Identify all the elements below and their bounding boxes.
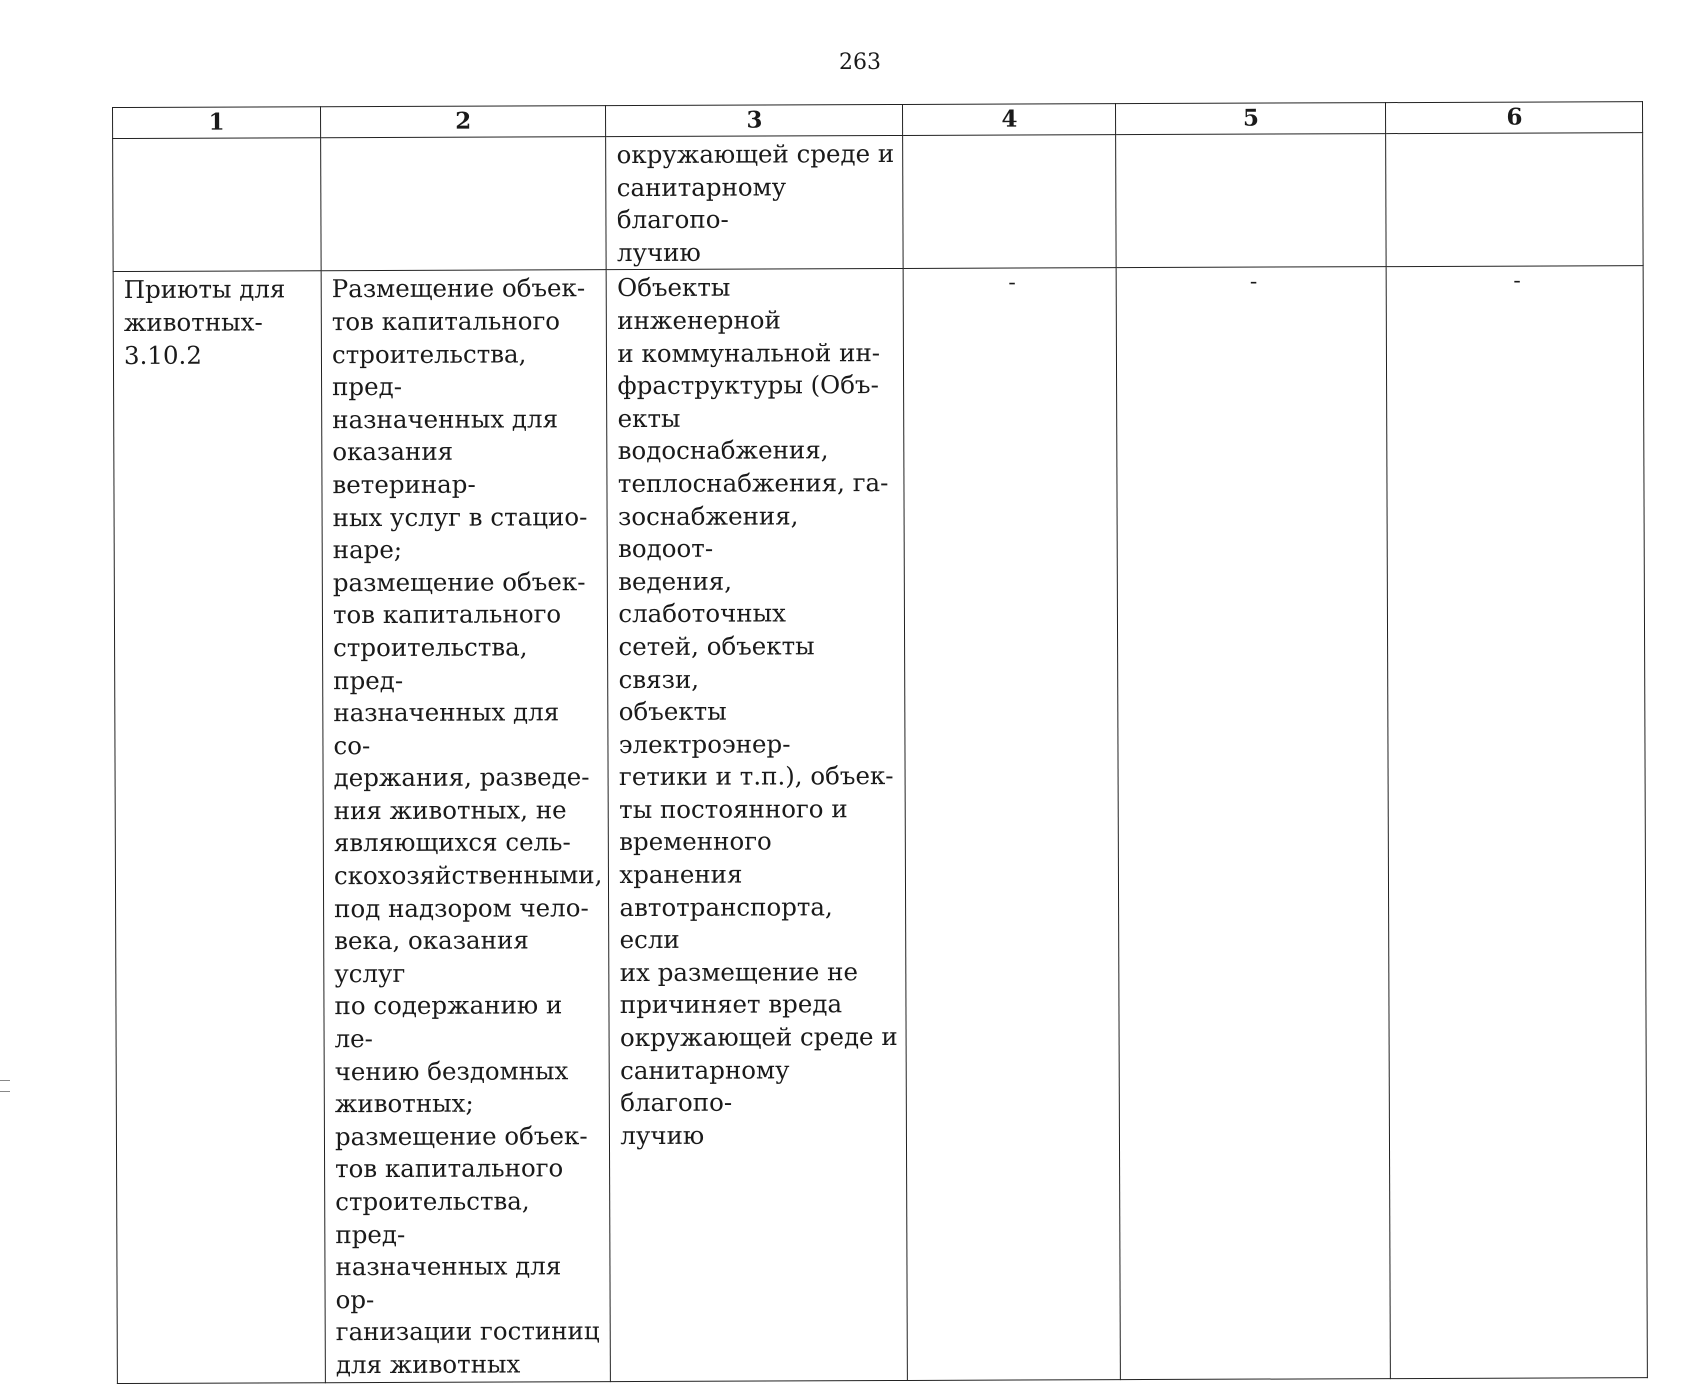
dash-col5: - (1249, 269, 1258, 296)
page-number: 263 (839, 50, 881, 75)
land-use-description-text: Размещение объек- тов капитального строительства, пред- назначенных для оказания ветеринар- ных услуг в стацио- наре; размещение объек- тов капитального строительства, пред- назначенных для со- держания, разведе- ния животных, не являющихся сель- скохозяйственными, под надзором чело- века, оказания услуг по содержанию и ле- чению бездомных животных; размещение объек- тов капитального строительства, пред- назначенных для ор- ганизации гостиниц для животных (331, 273, 603, 1380)
cell-land-use-type (113, 271, 325, 1383)
cell-col5 (1117, 267, 1391, 1379)
scan-edge-mark (0, 1080, 10, 1092)
cell-cont-col3 (606, 135, 904, 270)
dash-col6: - (1513, 268, 1521, 294)
column-header-1: 1 (113, 107, 321, 139)
permitted-objects-continuation-text: окружающей среде и санитарному благопо- лучию (616, 138, 895, 267)
cell-cont-col4 (903, 135, 1117, 269)
cell-col6 (1387, 266, 1648, 1378)
column-header-6: 6 (1386, 102, 1643, 134)
cell-cont-col2 (321, 137, 607, 271)
dash-col4: - (1008, 270, 1016, 296)
table-row-animal-shelters (113, 266, 1648, 1383)
table-row-continuation (113, 133, 1644, 272)
regulation-table (112, 101, 1648, 1383)
column-header-4: 4 (903, 104, 1116, 136)
column-header-3: 3 (606, 104, 903, 136)
cell-permitted-objects (607, 269, 908, 1381)
column-header-2: 2 (321, 106, 607, 138)
column-header-5: 5 (1116, 103, 1386, 135)
cell-cont-col1 (113, 138, 322, 272)
permitted-objects-text: Объекты инженерной и коммунальной ин- фраструктуры (Объ- екты водоснабжения, теплоснабжения, га- зоснабжения, водоот- ведения, слаботочных сетей, объекты связи, объекты электроэнер- гетики и т.п.), объек- ты постоянного и временного хранения автотранспорта, если их размещение не причиняет вреда окружающей среде и санитарному благопо- лучию (617, 273, 898, 1150)
cell-cont-col5 (1116, 134, 1387, 268)
cell-col4 (904, 268, 1121, 1380)
cell-description (321, 270, 611, 1382)
cell-cont-col6 (1386, 133, 1644, 267)
land-use-type-text: Приюты для животных- 3.10.2 (123, 274, 286, 370)
